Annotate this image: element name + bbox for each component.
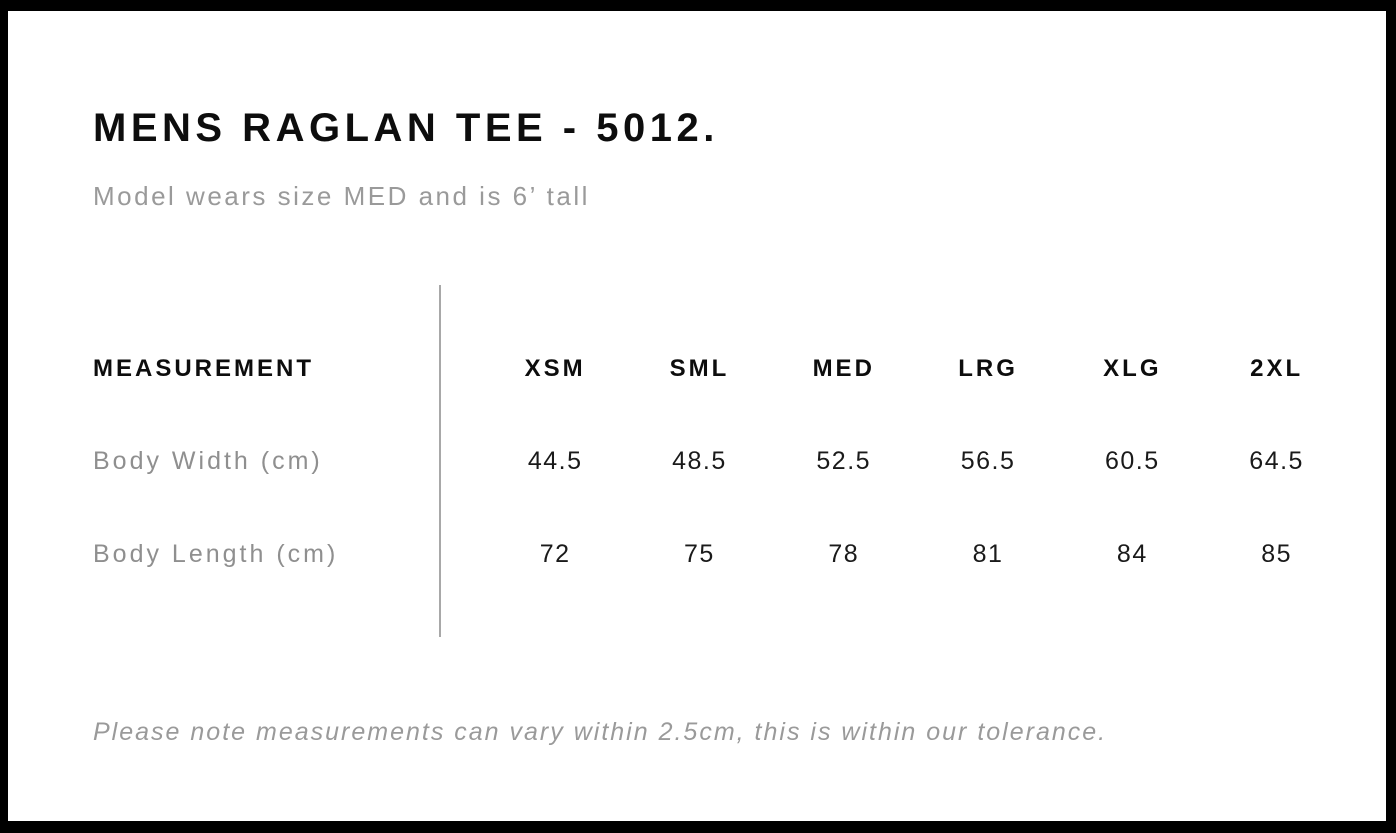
table-row-body-width	[93, 446, 1349, 476]
size-header-sml: SML	[669, 355, 730, 382]
body-length-lrg: 81	[972, 540, 1004, 568]
table-row-body-length	[93, 539, 1349, 569]
page-title: MENS RAGLAN TEE - 5012.	[93, 106, 719, 150]
size-header-xsm: XSM	[524, 355, 586, 382]
size-header-lrg: LRG	[958, 355, 1018, 382]
body-width-med: 52.5	[816, 447, 872, 475]
tolerance-note: Please note measurements can vary within 2.5cm, this is within our tolerance.	[93, 718, 1108, 746]
measurement-column-header: MEASUREMENT	[93, 355, 315, 382]
size-header-2xl: 2XL	[1250, 355, 1304, 382]
body-length-med: 78	[828, 540, 860, 568]
size-table-header-row	[93, 354, 1349, 384]
row-label-body-width: Body Width (cm)	[93, 447, 323, 475]
body-width-2xl: 64.5	[1249, 447, 1304, 475]
model-size-subtitle: Model wears size MED and is 6’ tall	[93, 181, 590, 211]
size-header-med: MED	[812, 355, 875, 382]
row-label-body-length: Body Length (cm)	[93, 540, 339, 568]
body-width-xlg: 60.5	[1105, 447, 1160, 475]
body-length-2xl: 85	[1261, 540, 1293, 568]
body-length-sml: 75	[684, 540, 715, 568]
size-header-xlg: XLG	[1103, 355, 1162, 382]
body-width-sml: 48.5	[672, 447, 727, 475]
body-width-xsm: 44.5	[527, 447, 583, 475]
body-length-xlg: 84	[1116, 540, 1148, 568]
body-width-lrg: 56.5	[960, 447, 1016, 475]
body-length-xsm: 72	[539, 540, 571, 568]
